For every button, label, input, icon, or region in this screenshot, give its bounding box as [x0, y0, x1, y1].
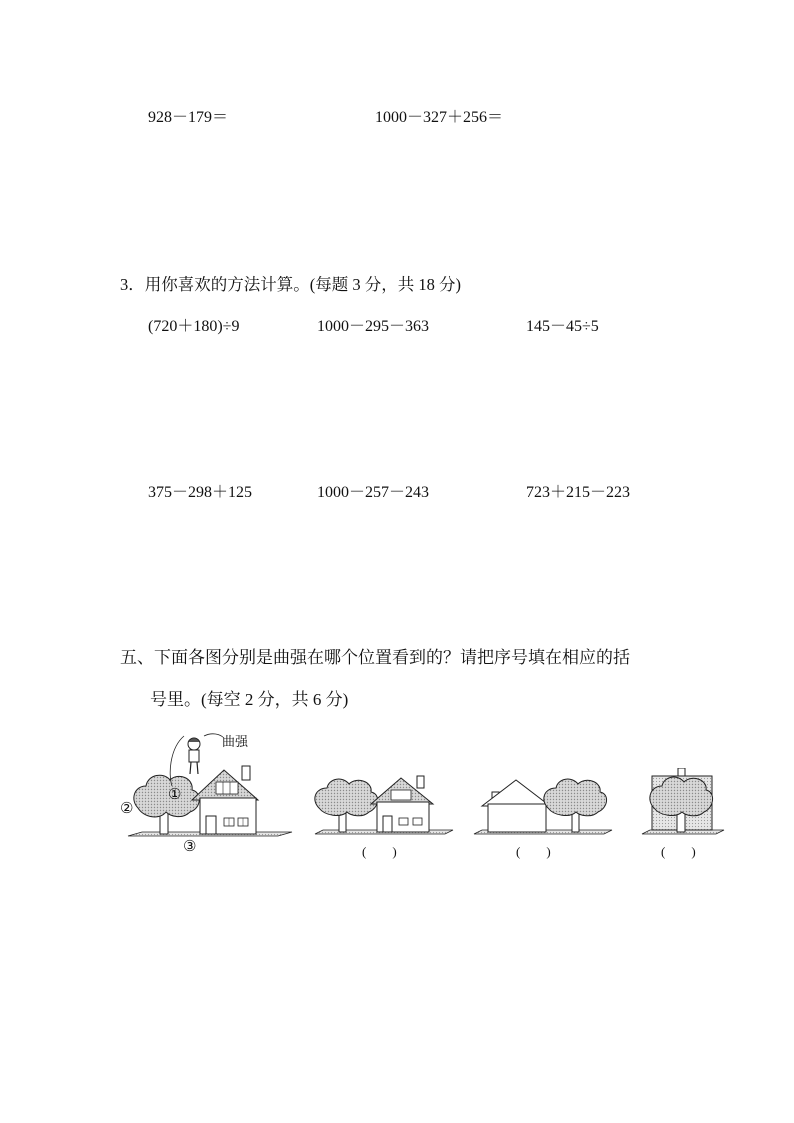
expr-r1-1: (720＋180)÷9 [148, 318, 240, 335]
house-back-icon [482, 780, 550, 832]
house-icon [192, 766, 258, 834]
expr-r2-3: 723＋215－223 [526, 484, 631, 501]
house-icon [371, 776, 433, 832]
section5-heading-line1: 五、下面各图分别是曲强在哪个位置看到的？请把序号填在相应的括 [120, 648, 630, 667]
expr-r2-2: 1000－257－243 [317, 484, 430, 501]
section5-heading-line2: 号里。(每空 2 分，共 6 分) [150, 690, 349, 709]
position-mark-3: ③ [183, 839, 197, 855]
tree-icon [544, 779, 607, 832]
expr-r1-2: 1000－295－363 [317, 318, 430, 335]
answer-blank-a[interactable]: ( ) [362, 844, 397, 859]
expr-r1-3: 145－45÷5 [526, 318, 599, 335]
person-name-label: 曲强 [222, 734, 249, 749]
person-icon [188, 738, 200, 774]
expr-1000-327-256: 1000－327＋256＝ [375, 109, 504, 126]
position-mark-2: ② [120, 801, 134, 817]
scene-figure [120, 728, 300, 863]
expr-928-179: 928－179＝ [148, 109, 229, 126]
section3-heading: 3．用你喜欢的方法计算。(每题 3 分，共 18 分) [120, 275, 461, 294]
tree-icon [134, 775, 199, 834]
view-c-figure [640, 768, 730, 838]
position-mark-1: ① [168, 787, 182, 803]
answer-blank-b[interactable]: ( ) [516, 844, 551, 859]
view-a-figure [309, 768, 459, 838]
view-b-figure [468, 768, 618, 838]
tree-icon [315, 779, 378, 832]
answer-blank-c[interactable]: ( ) [661, 844, 696, 859]
expr-r2-1: 375－298＋125 [148, 484, 253, 501]
